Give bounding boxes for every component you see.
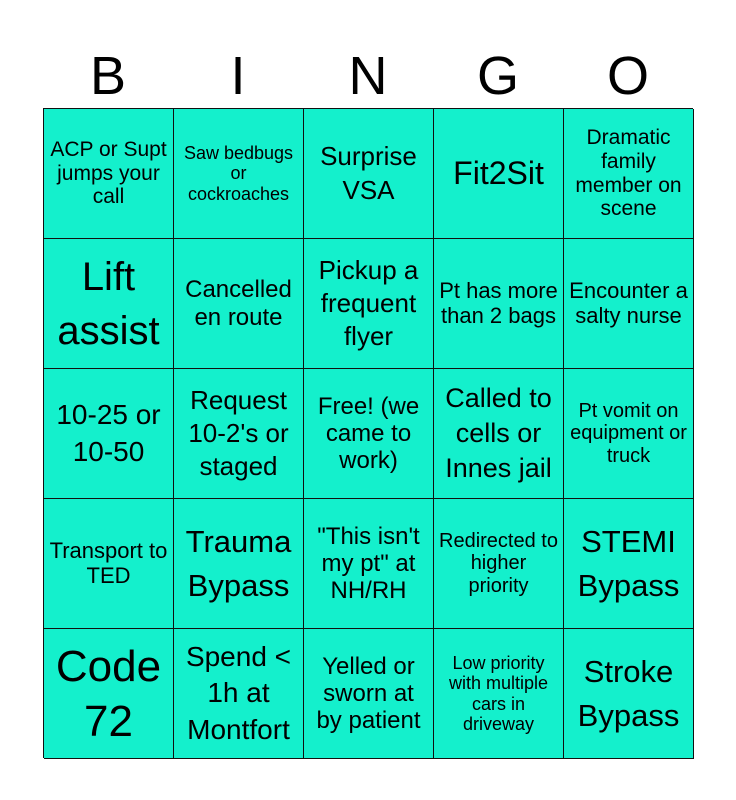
cell-text: Saw bedbugs or cockroaches [183, 143, 294, 204]
bingo-cell[interactable] [174, 109, 304, 239]
bingo-cell[interactable] [564, 629, 694, 759]
bingo-header [43, 44, 693, 108]
bingo-cell[interactable] [304, 239, 434, 369]
cell-text: "This isn't my pt" at NH/RH [317, 522, 420, 605]
cell-text: Yelled or sworn at by patient [316, 652, 421, 735]
cell-text: Spend < 1h at Montfort [185, 640, 292, 745]
cell-text: Encounter a salty nurse [569, 277, 688, 328]
bingo-cell[interactable] [434, 629, 564, 759]
cell-text: Called to cells or Innes jail [445, 382, 552, 484]
bingo-cell[interactable] [304, 499, 434, 629]
bingo-cell[interactable] [434, 239, 564, 369]
cell-text: Code 72 [55, 641, 162, 746]
cell-text: Request 10-2's or staged [188, 384, 289, 482]
cell-text: Stroke Bypass [577, 654, 680, 733]
header-letter-i: I [230, 46, 246, 106]
cell-text: Transport to TED [49, 537, 168, 588]
bingo-cell[interactable] [564, 369, 694, 499]
cell-text: 10-25 or 10-50 [56, 399, 161, 467]
cell-text: Cancelled en route [185, 276, 292, 331]
bingo-cell[interactable] [564, 109, 694, 239]
cell-text: Redirected to higher priority [439, 529, 558, 597]
bingo-cell[interactable] [174, 629, 304, 759]
cell-text: Pickup a frequent flyer [318, 254, 419, 352]
cell-text: STEMI Bypass [577, 524, 680, 603]
cell-text: Surprise VSA [320, 141, 417, 205]
cell-text: Pt has more than 2 bags [439, 277, 558, 328]
header-letter-b: B [89, 46, 127, 106]
cell-text: Pt vomit on equipment or truck [570, 399, 687, 467]
bingo-cell[interactable] [304, 109, 434, 239]
bingo-cell[interactable] [564, 239, 694, 369]
header-letter-o: O [606, 46, 649, 106]
cell-text: Fit2Sit [453, 155, 544, 192]
cell-text: ACP or Supt jumps your call [50, 137, 167, 209]
bingo-cell[interactable] [304, 629, 434, 759]
bingo-cell[interactable] [434, 499, 564, 629]
bingo-cell[interactable] [564, 499, 694, 629]
bingo-cell[interactable] [174, 369, 304, 499]
bingo-cell[interactable] [44, 239, 174, 369]
cell-text: Lift assist [57, 254, 160, 353]
bingo-cell[interactable] [44, 109, 174, 239]
bingo-cell[interactable] [304, 369, 434, 499]
bingo-cell[interactable] [434, 109, 564, 239]
bingo-cell[interactable] [174, 239, 304, 369]
header-letter-n: N [348, 46, 388, 106]
bingo-cell[interactable] [44, 499, 174, 629]
header-letter-g: G [476, 46, 519, 106]
cell-text: Trauma Bypass [185, 524, 292, 603]
bingo-cell[interactable] [434, 369, 564, 499]
bingo-cell[interactable] [44, 369, 174, 499]
cell-text: Dramatic family member on scene [575, 126, 682, 221]
cell-text: Low priority with multiple cars in driveway [448, 652, 549, 734]
bingo-board [43, 108, 693, 758]
bingo-cell[interactable] [44, 629, 174, 759]
bingo-cell[interactable] [174, 499, 304, 629]
cell-text: Free! (we came to work) [317, 392, 420, 475]
